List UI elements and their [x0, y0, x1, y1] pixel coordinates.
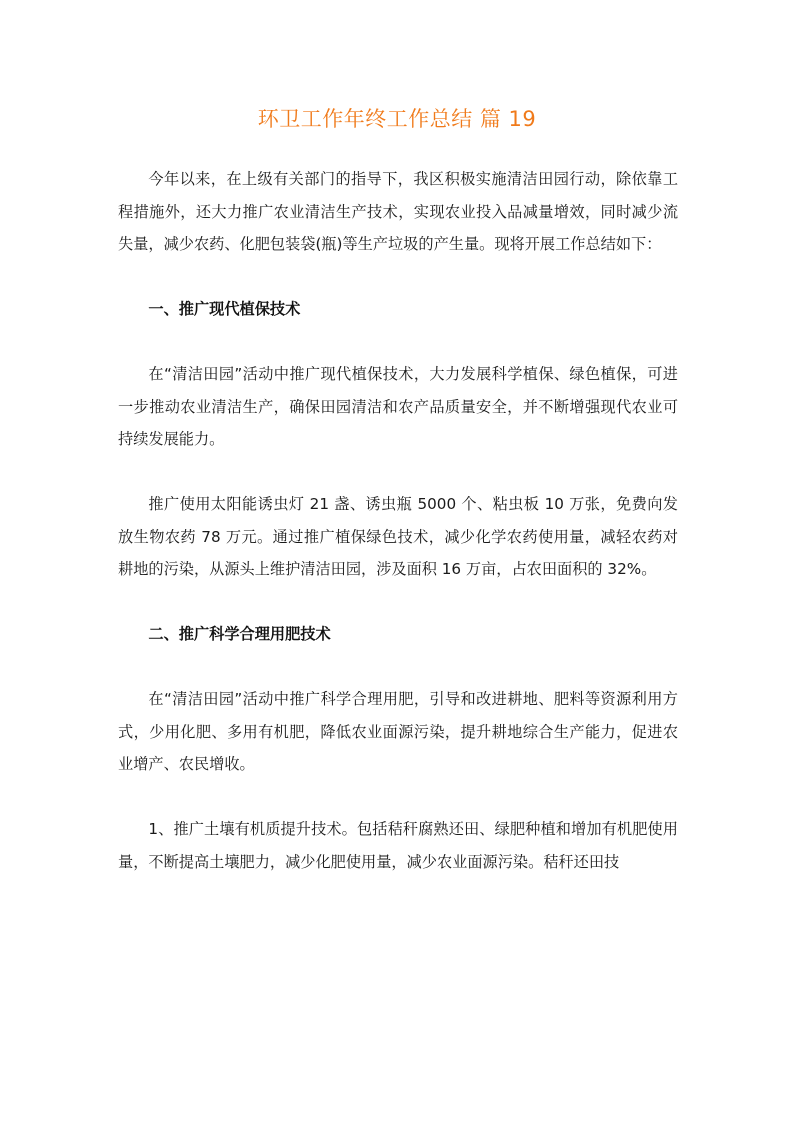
- section-1-heading: 一、推广现代植保技术: [148, 300, 301, 318]
- spacer: [118, 456, 678, 489]
- spacer: [118, 781, 678, 814]
- document-body: [118, 163, 678, 878]
- spacer: [118, 586, 678, 619]
- section-1-paragraph-2: 推广使用太阳能诱虫灯 21 盏、诱虫瓶 5000 个、粘虫板 10 万张，免费向发放生物农药 78 万元。通过推广植保绿色技术，减少化学农药使用量，减轻农药对耕地的污染，从源头上维护清洁田园，涉及面积 16 万亩，占农田面积的 32%。: [118, 495, 678, 578]
- section-2-heading: 二、推广科学合理用肥技术: [148, 625, 331, 643]
- spacer: [118, 651, 678, 684]
- spacer: [118, 326, 678, 359]
- section-1-paragraph-1: 在“清洁田园”活动中推广现代植保技术，大力发展科学植保、绿色植保，可进一步推动农业清洁生产，确保田园清洁和农产品质量安全，并不断增强现代农业可持续发展能力。: [118, 365, 678, 448]
- section-2-paragraph-1: 在“清洁田园”活动中推广科学合理用肥，引导和改进耕地、肥料等资源利用方式，少用化肥、多用有机肥，降低农业面源污染，提升耕地综合生产能力，促进农业增产、农民增收。: [118, 690, 678, 773]
- document-title: 环卫工作年终工作总结 篇 19: [257, 107, 537, 131]
- spacer: [118, 261, 678, 294]
- intro-paragraph: 今年以来，在上级有关部门的指导下，我区积极实施清洁田园行动，除依靠工程措施外，还大力推广农业清洁生产技术，实现农业投入品减量增效，同时减少流失量，减少农药、化肥包装袋(瓶)等生产垃圾的产生量。现将开展工作总结如下：: [118, 170, 678, 253]
- section-2-paragraph-2: 1、推广土壤有机质提升技术。包括秸秆腐熟还田、绿肥种植和增加有机肥使用量，不断提高土壤肥力，减少化肥使用量，减少农业面源污染。秸秆还田技: [118, 820, 678, 871]
